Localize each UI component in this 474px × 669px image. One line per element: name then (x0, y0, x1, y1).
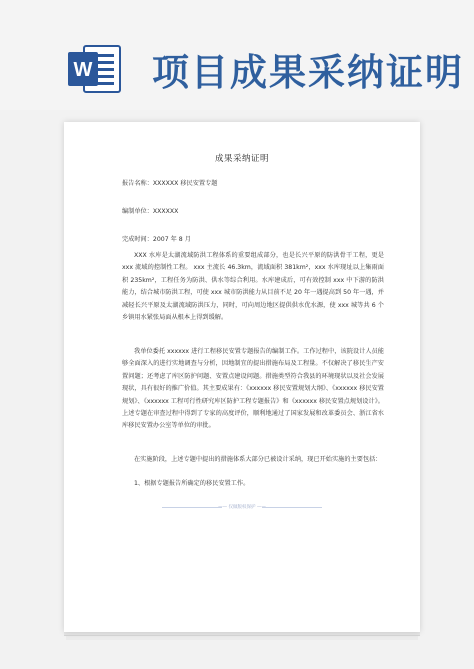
paragraph-implementation: 在实施阶段，上述专题中提出的措施体系大部分已被设计采纳，现已开始实施的主要包括： (134, 456, 382, 463)
paragraph-project-background: XXX 水库是太湖流域防洪工程体系的重要组成部分，也是长兴平原的防洪骨干工程，更是 xxx 流域的控制性工程。 xxx 主流长 46.3km，流域面积 381km²，xxx 水库现址以上集雨面积 235km²，工程任务为防洪、供水等综合利用。水库建成后，可有效控制 xxx 中下游的防洪能力，结合城市防洪工程，可使 xxx 城市防洪能力从目前不足 20 年一遇提高到 50 年一遇，并减轻长兴平原及太湖流域防洪压力，同时，可向周边地区提供供水优水源，使 xxx 城等共 6 个乡镇用水紧张局面从根本上得到缓解。 (122, 252, 384, 322)
document-page (64, 122, 420, 632)
header-banner (0, 0, 474, 110)
paragraph-item-1: 1、根据专题报告所确定的移民安置工作。 (134, 480, 250, 487)
completion-date: 完成时间：2007 年 8 月 (122, 236, 191, 243)
page-footer: —— 仅做版权保护 —— (218, 505, 266, 510)
paper-stack-edge (66, 636, 418, 640)
word-icon-letter: W (73, 59, 93, 81)
document-title: 成果采纳证明 (214, 154, 269, 164)
paragraph-commission: 我单位委托 xxxxxx 进行工程移民安置专题报告的编制工作。工作过程中，该院设计人员能够全面深入的进行实地调查与分析，因地制宜的提出措施布局及工程量。不仅解决了移民生产安置问题；还考虑了库区防护问题、安置点建设问题。措施类型符合我县的环境现状以及社会发展现状，具有很好的推广价值。其主要成果有：《xxxxxx 移民安置规划大纲》、《xxxxxx 移民安置规划》、《xxxxxx 工程可行性研究库区防护工程专题报告》和《xxxxxx 移民安置点规划设计》。上述专题在审查过程中得到了专家的高度评价，顺利地通过了国家发展和改革委员会、浙江省水库移民安置办公室等单位的审批。 (122, 348, 384, 430)
report-name: 报告名称：XXXXXX 移民安置专题 (122, 180, 218, 187)
page-headline: 项目成果采纳证明 (152, 50, 464, 94)
author-unit: 编制单位：XXXXXX (122, 208, 179, 215)
word-document-icon (66, 40, 124, 98)
